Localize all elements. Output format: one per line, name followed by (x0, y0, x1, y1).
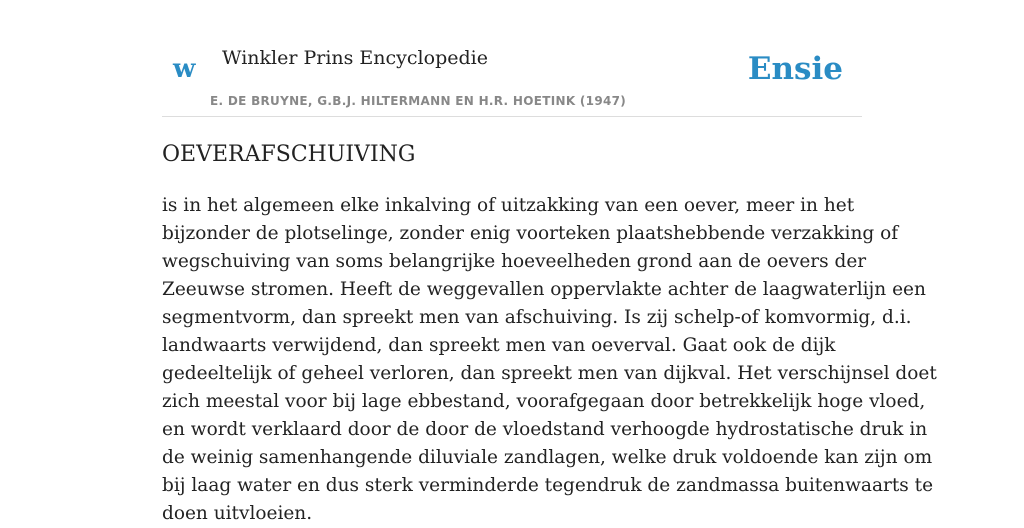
entry-title: OEVERAFSCHUIVING (162, 142, 416, 167)
header (162, 0, 862, 117)
page-container (162, 0, 937, 524)
body-line: en wordt verklaard door de door de vloedstand verhoogde hydrostatische druk in (162, 419, 928, 440)
body-line: landwaarts verwijdend, dan spreekt men van oeverval. Gaat ook de dijk (162, 335, 836, 356)
entry-body (162, 192, 937, 528)
winkler-prins-logo-icon[interactable]: w (173, 54, 196, 84)
body-line: wegschuiving van soms belangrijke hoeveelheden grond aan de oevers der (162, 251, 867, 272)
body-line: segmentvorm, dan spreekt men van afschuiving. Is zij schelp-of komvormig, d.i. (162, 307, 912, 328)
body-line: is in het algemeen elke inkalving of uitzakking van een oever, meer in het (162, 195, 855, 216)
ensie-brand-logo[interactable]: Ensie (747, 51, 843, 87)
body-line: doen uitvloeien. (162, 503, 313, 524)
body-line: Zeeuwse stromen. Heeft de weggevallen oppervlakte achter de laagwaterlijn een (162, 279, 926, 300)
body-line: gedeeltelijk of geheel verloren, dan spreekt men van dijkval. Het verschijnsel doet (162, 363, 937, 384)
authors-line: E. DE BRUYNE, G.B.J. HILTERMANN EN H.R. HOETINK (1947) (210, 94, 627, 108)
body-line: zich meestal voor bij lage ebbestand, voorafgegaan door betrekkelijk hoge vloed, (162, 391, 926, 412)
body-line: bijzonder de plotselinge, zonder enig voorteken plaatshebbende verzakking of (162, 223, 899, 244)
body-line: de weinig samenhangende diluviale zandlagen, welke druk voldoende kan zijn om (162, 447, 933, 468)
body-line: bij laag water en dus sterk verminderde tegendruk de zandmassa buitenwaarts te (162, 475, 934, 496)
book-title[interactable]: Winkler Prins Encyclopedie (222, 47, 488, 69)
